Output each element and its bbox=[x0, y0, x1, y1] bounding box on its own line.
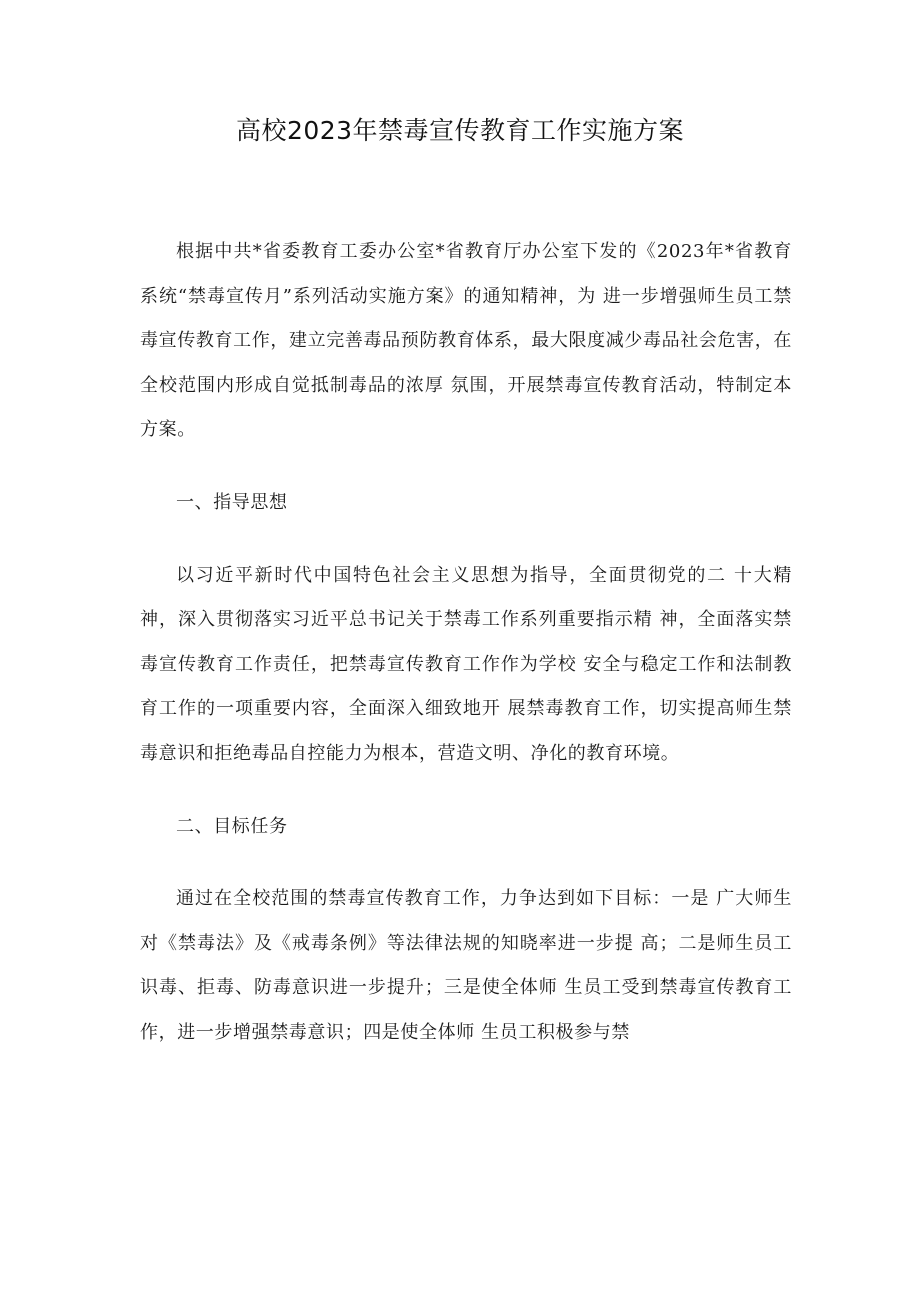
intro-paragraph: 根据中共*省委教育工委办公室*省教育厅办公室下发的《2023年*省教育系统“禁毒宣传月”系列活动实施方案》的通知精神，为 进一步增强师生员工禁毒宣传教育工作，建立完善毒品预防教育体系，最大限度减少毒品社会危害，在全校范围内形成自觉抵制毒品的浓厚 氛围，开展禁毒宣传教育活动，特制定本方案。 bbox=[140, 241, 792, 441]
document-body bbox=[140, 230, 792, 1056]
section-heading-guiding-ideology: 一、指导思想 bbox=[176, 491, 288, 513]
section-heading-objectives: 二、目标任务 bbox=[176, 815, 288, 837]
paragraph-spacer bbox=[140, 526, 792, 554]
paragraph-spacer bbox=[140, 849, 792, 877]
section-body-objectives: 通过在全校范围的禁毒宣传教育工作，力争达到如下目标：一是 广大师生对《禁毒法》及《戒毒条例》等法律法规的知晓率进一步提 高；二是师生员工识毒、拒毒、防毒意识进一步提升；三是使全体师 生员工受到禁毒宣传教育工作，进一步增强禁毒意识；四是使全体师 生员工积极参与禁 bbox=[140, 888, 792, 1043]
section-body-guiding-ideology: 以习近平新时代中国特色社会主义思想为指导，全面贯彻党的二 十大精神，深入贯彻落实习近平总书记关于禁毒工作系列重要指示精 神，全面落实禁毒宣传教育工作责任，把禁毒宣传教育工作作为学校 安全与稳定工作和法制教育工作的一项重要内容，全面深入细致地开 展禁毒教育工作，切实提高师生禁毒意识和拒绝毒品自控能力为根本，营造文明、净化的教育环境。 bbox=[140, 564, 792, 764]
paragraph-spacer bbox=[140, 777, 792, 805]
paragraph-spacer bbox=[140, 453, 792, 481]
document-title: 高校2023年禁毒宣传教育工作实施方案 bbox=[235, 116, 685, 145]
